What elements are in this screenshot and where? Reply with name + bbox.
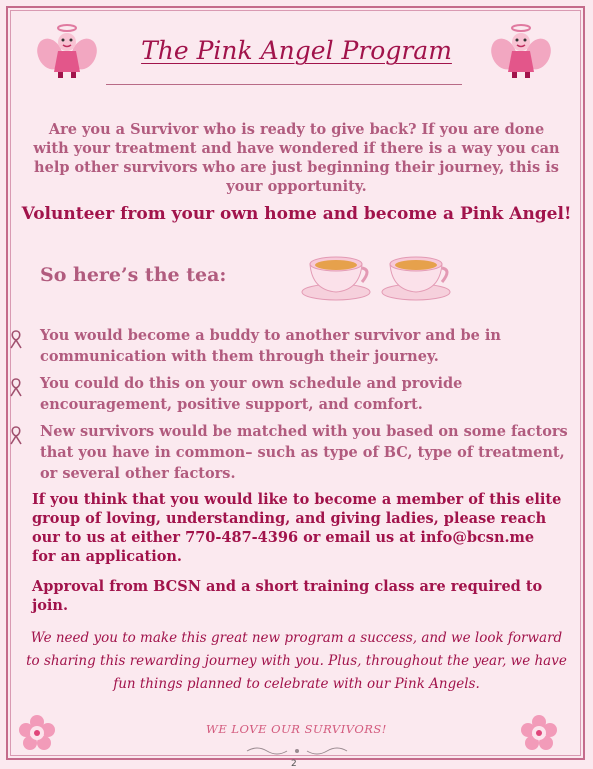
approval-paragraph: Approval from BCSN and a short training class are required to join.	[32, 578, 543, 614]
list-item	[8, 325, 568, 367]
tea-heading: So here’s the tea:	[40, 264, 227, 286]
page-title: The Pink Angel Program	[141, 36, 452, 65]
contact-paragraph: If you think that you would like to become a member of this elite group of loving, understanding, and giving ladies, please reach our to us at either 770-487-4396 or email us at info@bcsn.me for an application.	[32, 491, 562, 565]
benefit-list	[8, 325, 568, 490]
list-item-text: You could do this on your own schedule and provide encouragement, positive support, and comfort.	[40, 375, 463, 413]
title-divider	[106, 84, 462, 85]
teacup-icon	[300, 250, 372, 302]
flourish-divider	[245, 745, 349, 757]
love-tagline: WE LOVE OUR SURVIVORS!	[206, 722, 387, 736]
list-item-text: New survivors would be matched with you based on some factors that you have in common– such as type of BC, type of treatment, or several other factors.	[40, 423, 568, 482]
awareness-ribbon-icon	[8, 425, 24, 445]
closing-paragraph: We need you to make this great new program a success, and we look forward to sharing this rewarding journey with you. Plus, throughout the year, we have fun things planned to celebrate with our Pink Angels.	[26, 630, 567, 692]
page-number: 2	[291, 759, 297, 769]
list-item-text: You would become a buddy to another survivor and be in communication with them through their journey.	[40, 327, 501, 365]
list-item	[8, 421, 568, 484]
awareness-ribbon-icon	[8, 377, 24, 397]
intro-paragraph: Are you a Survivor who is ready to give back? If you are done with your treatment and have wondered if there is a way you can help other survivors who are just beginning their journey, this is your opportunity.	[33, 121, 560, 195]
awareness-ribbon-icon	[8, 329, 24, 349]
list-item	[8, 373, 568, 415]
call-to-action: Volunteer from your own home and become a Pink Angel!	[21, 204, 572, 224]
teacup-icon	[380, 250, 452, 302]
